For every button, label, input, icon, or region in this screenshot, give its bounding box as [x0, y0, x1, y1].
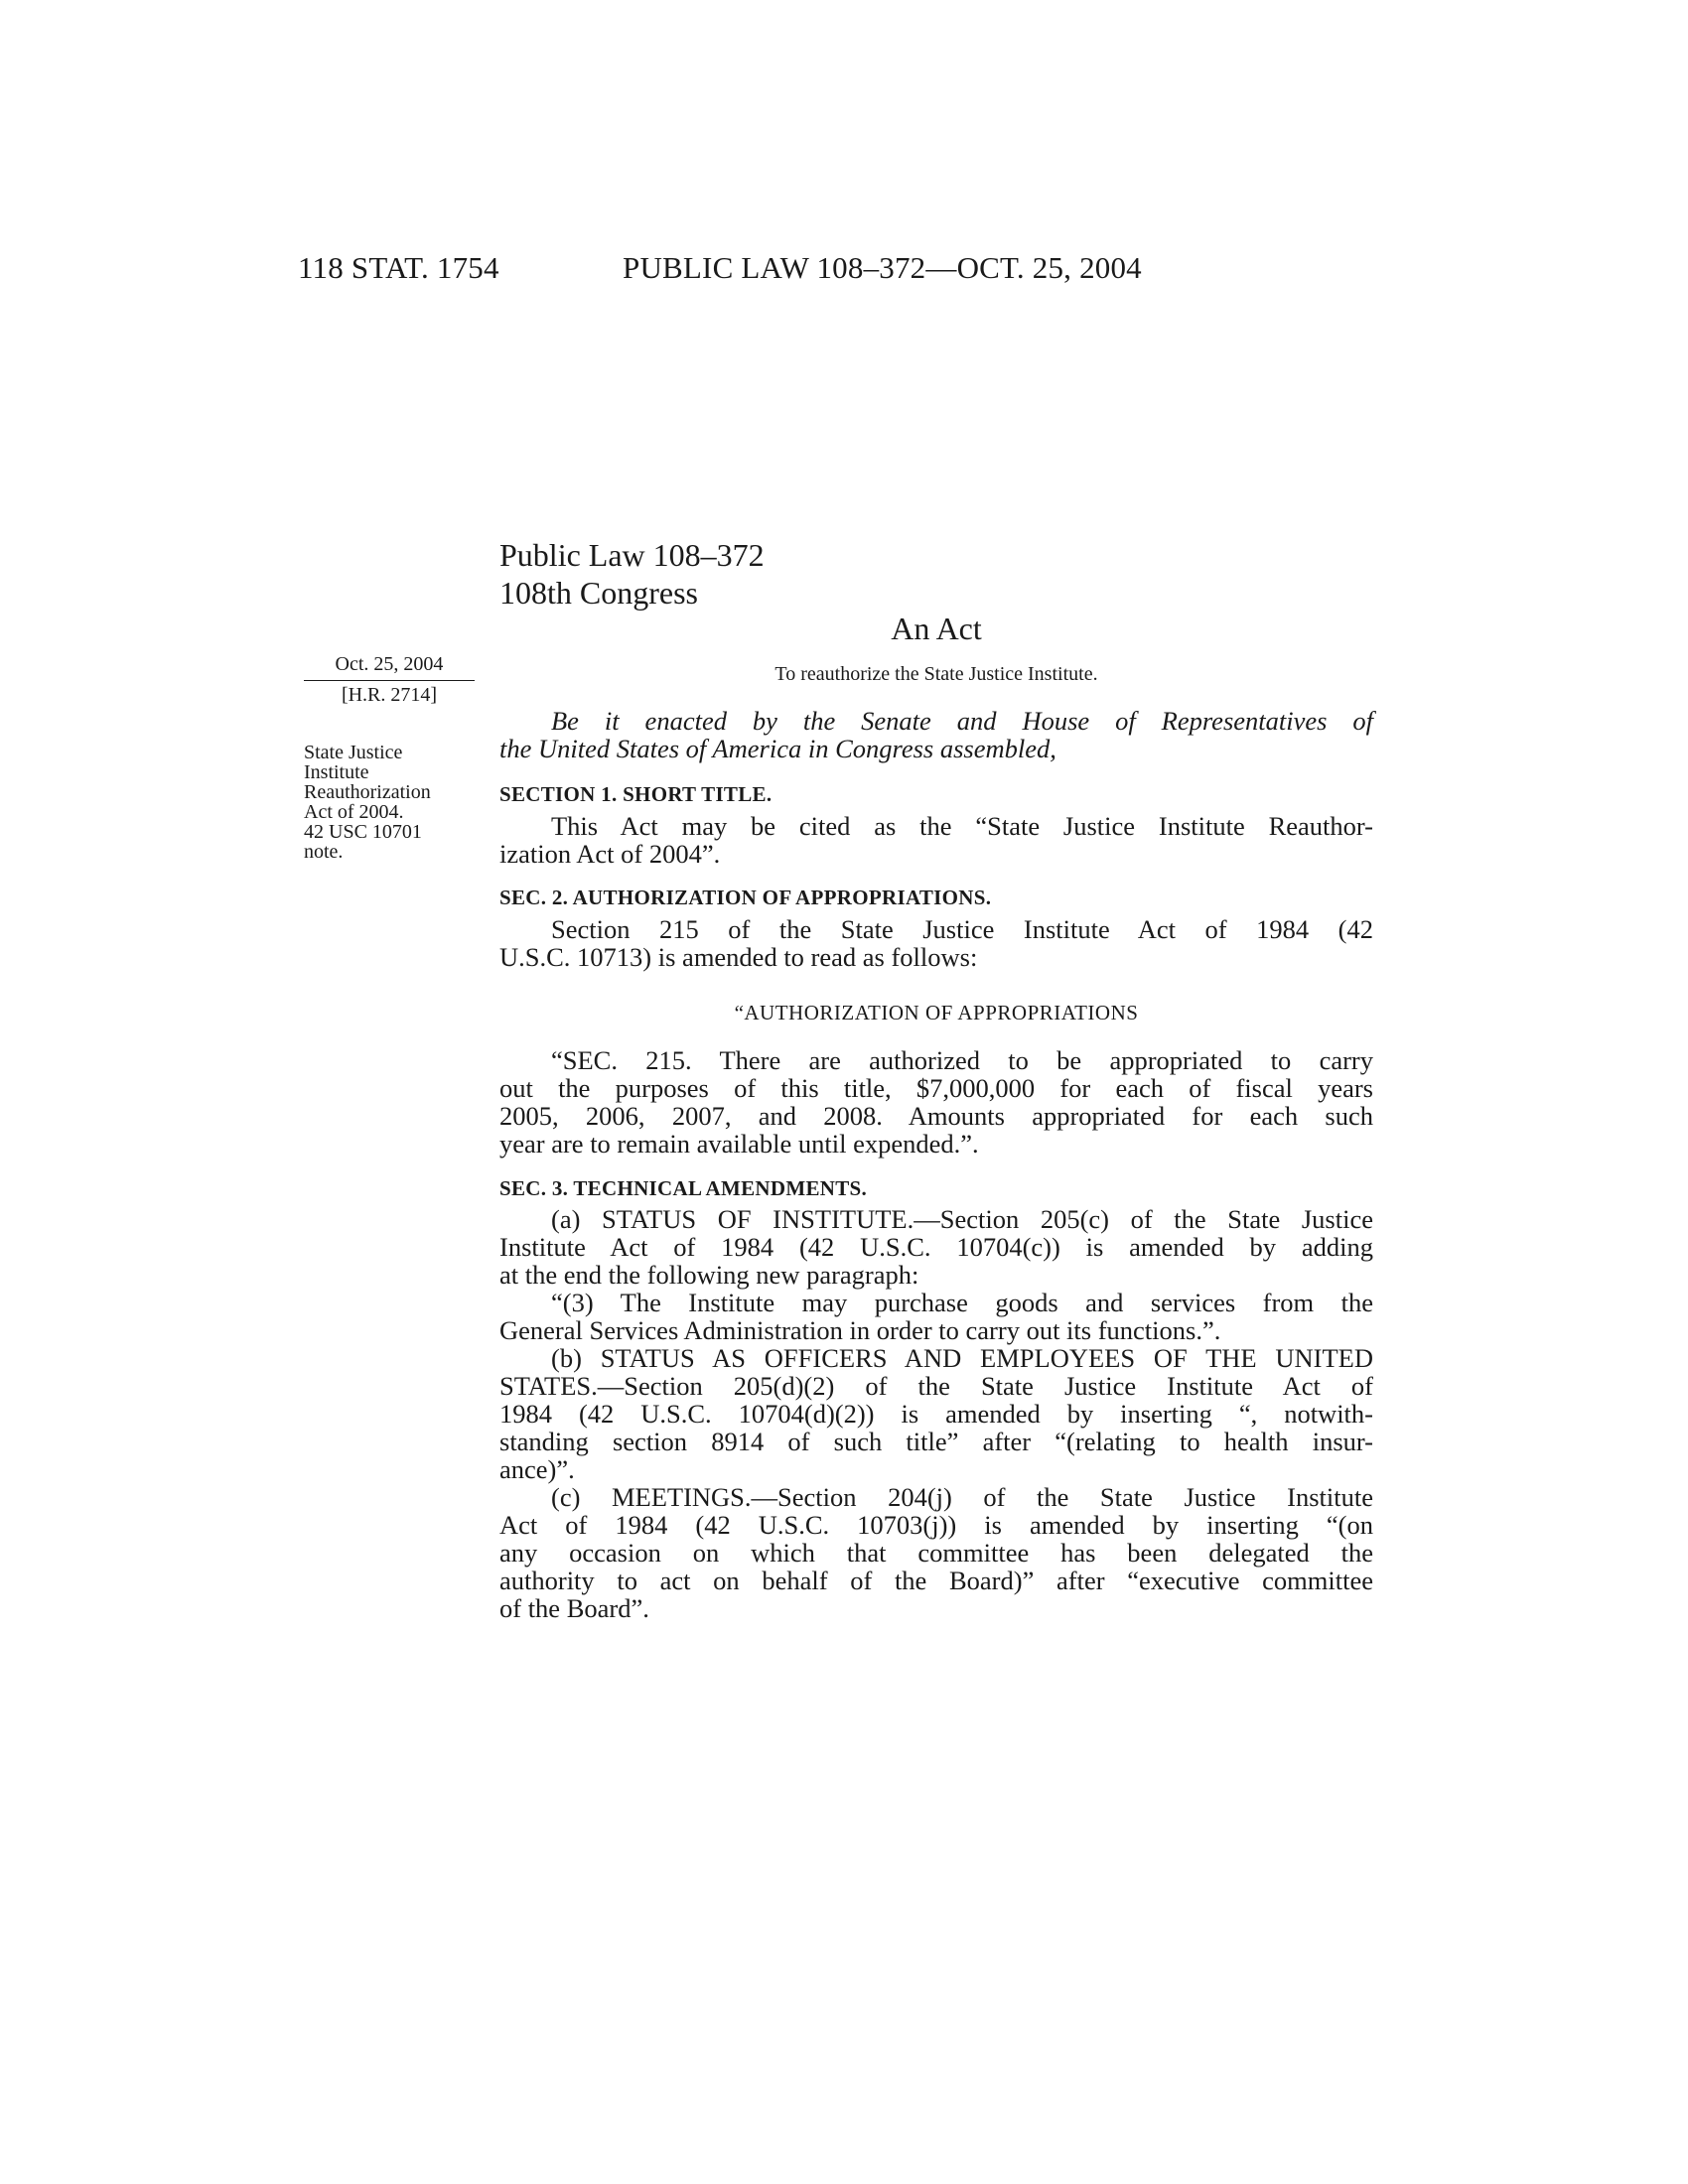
subsection-a-line: at the end the following new paragraph:: [499, 1260, 919, 1290]
purpose-statement: To reauthorize the State Justice Institute.: [774, 663, 1098, 685]
act-heading: An Act: [891, 611, 982, 646]
enacting-line: the United States of America in Congress assembled,: [499, 734, 1056, 763]
subsection-a-quote-line: General Services Administration in order to carry out its functions.”.: [499, 1315, 1221, 1345]
law-title: Public Law 108–372: [499, 537, 765, 573]
section-2-text: [499, 915, 1373, 971]
subsection-b-line: (b) STATUS AS OFFICERS AND EMPLOYEES OF THE UNITED: [551, 1343, 1373, 1373]
section-3-text: [499, 1205, 1373, 1622]
subsection-c-line: (c) MEETINGS.—Section 204(j) of the State Justice Institute: [551, 1482, 1373, 1512]
text-line: year are to remain available until expended.”.: [499, 1129, 979, 1159]
subsection-b-line: ance)”.: [499, 1454, 575, 1484]
subsection-a-quote-line: “(3) The Institute may purchase goods and services from the: [551, 1288, 1373, 1317]
congress-label: 108th Congress: [499, 575, 698, 611]
text-line: This Act may be cited as the “State Justice Institute Reauthor-: [551, 811, 1373, 841]
margin-note-line: Reauthorization: [304, 781, 431, 803]
text-line: U.S.C. 10713) is amended to read as follows:: [499, 942, 978, 972]
subsection-a-line: (a) STATUS OF INSTITUTE.—Section 205(c) of the State Justice: [551, 1204, 1373, 1234]
subsection-b-line: 1984 (42 U.S.C. 10704(d)(2)) is amended by inserting “, notwith-: [499, 1399, 1373, 1429]
subsection-c-line: of the Board”.: [499, 1593, 649, 1623]
margin-note: [304, 743, 492, 862]
text-line: Section 215 of the State Justice Institute Act of 1984 (42: [551, 914, 1373, 944]
subsection-a-line: Institute Act of 1984 (42 U.S.C. 10704(c)) is amended by adding: [499, 1232, 1373, 1262]
section-2-heading: SEC. 2. AUTHORIZATION OF APPROPRIATIONS.: [499, 886, 992, 909]
quoted-section-215: [499, 1046, 1373, 1158]
running-head: PUBLIC LAW 108–372—OCT. 25, 2004: [623, 250, 1142, 285]
margin-note-line: Act of 2004.: [304, 801, 404, 823]
section-3-heading: SEC. 3. TECHNICAL AMENDMENTS.: [499, 1176, 868, 1200]
margin-note-line: note.: [304, 841, 344, 863]
stat-reference: 118 STAT. 1754: [298, 250, 499, 285]
margin-note-line: Institute: [304, 761, 369, 783]
subsection-b-line: standing section 8914 of such title” after “(relating to health insur-: [499, 1427, 1373, 1456]
quoted-section-caption: “AUTHORIZATION OF APPROPRIATIONS: [734, 1001, 1139, 1024]
subsection-c-line: any occasion on which that committee has been delegated the: [499, 1538, 1373, 1568]
margin-bill-number: [H.R. 2714]: [341, 684, 438, 706]
subsection-b-line: STATES.—Section 205(d)(2) of the State Justice Institute Act of: [499, 1371, 1373, 1401]
subsection-c-line: authority to act on behalf of the Board)” after “executive committee: [499, 1566, 1373, 1595]
margin-note-line: 42 USC 10701: [304, 821, 422, 843]
text-line: ization Act of 2004”.: [499, 839, 721, 869]
enacting-clause: [499, 707, 1373, 762]
margin-date: Oct. 25, 2004: [304, 653, 475, 681]
text-line: 2005, 2006, 2007, and 2008. Amounts appropriated for each such: [499, 1101, 1373, 1131]
section-1-text: [499, 812, 1373, 868]
text-line: “SEC. 215. There are authorized to be appropriated to carry: [551, 1045, 1373, 1075]
section-1-heading: SECTION 1. SHORT TITLE.: [499, 782, 773, 806]
subsection-c-line: Act of 1984 (42 U.S.C. 10703(j)) is amended by inserting “(on: [499, 1510, 1373, 1540]
margin-note-line: State Justice: [304, 742, 403, 763]
enacting-line: Be it enacted by the Senate and House of Representatives of: [551, 706, 1373, 736]
text-line: out the purposes of this title, $7,000,000 for each of fiscal years: [499, 1073, 1373, 1103]
